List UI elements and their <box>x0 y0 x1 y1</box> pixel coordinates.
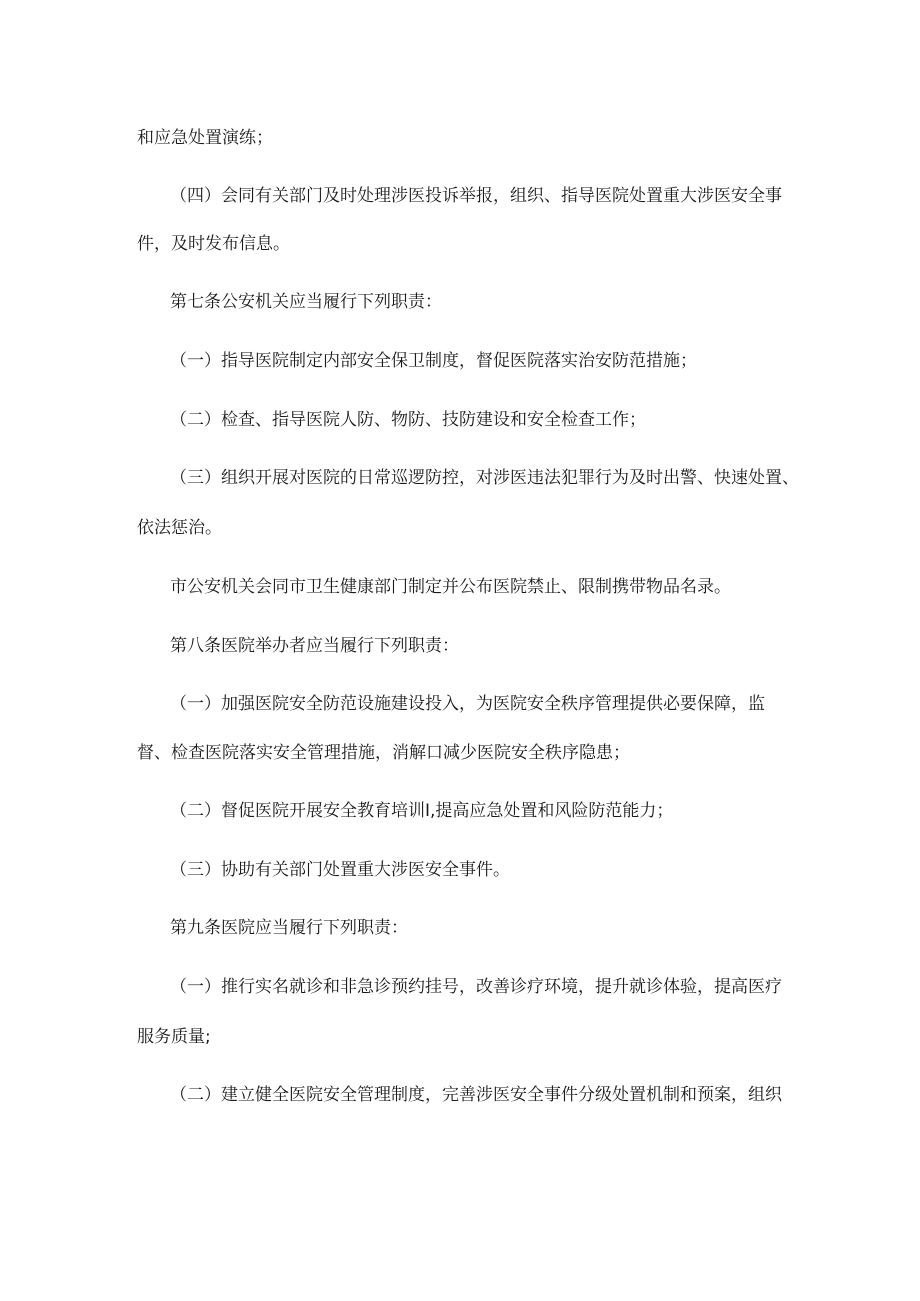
text-line: （一）加强医院安全防范设施建设投入，为医院安全秩序管理提供必要保障，监 <box>170 694 765 714</box>
text-line: 服务质量; <box>137 1027 211 1047</box>
text-line: 督、检查医院落实安全管理措施，消解口减少医院安全秩序隐患； <box>137 743 630 763</box>
text-line: （三）协助有关部门处置重大涉医安全事件。 <box>170 860 510 880</box>
text-line: （三）组织开展对医院的日常巡逻防控，对涉医违法犯罪行为及时出警、快速处置、 <box>170 468 799 488</box>
text-line: （二）检查、指导医院人防、物防、技防建设和安全检查工作； <box>170 410 646 430</box>
text-line: （四）会同有关部门及时处理涉医投诉举报，组织、指导医院处置重大涉医安全事 <box>170 186 782 206</box>
text-line: （二）督促医院开展安全教育培训I,提高应急处置和风险防范能力； <box>170 801 674 821</box>
text-line: （二）建立健全医院安全管理制度，完善涉医安全事件分级处置机制和预案，组织 <box>170 1085 782 1105</box>
text-line: （一）推行实名就诊和非急诊预约挂号，改善诊疗环境，提升就诊体验，提高医疗 <box>170 977 782 997</box>
text-line: 件，及时发布信息。 <box>137 234 290 254</box>
text-line: 第九条医院应当履行下列职责： <box>170 918 408 938</box>
text-line: 市公安机关会同市卫生健康部门制定并公布医院禁止、限制携带物品名录。 <box>170 577 731 597</box>
text-line: 和应急处置演练； <box>137 128 273 148</box>
text-line: 第七条公安机关应当履行下列职责： <box>170 292 442 312</box>
text-line: （一）指导医院制定内部安全保卫制度，督促医院落实治安防范措施； <box>170 351 697 371</box>
text-line: 依法惩治。 <box>137 518 222 538</box>
text-line: 第八条医院举办者应当履行下列职责： <box>170 636 459 656</box>
